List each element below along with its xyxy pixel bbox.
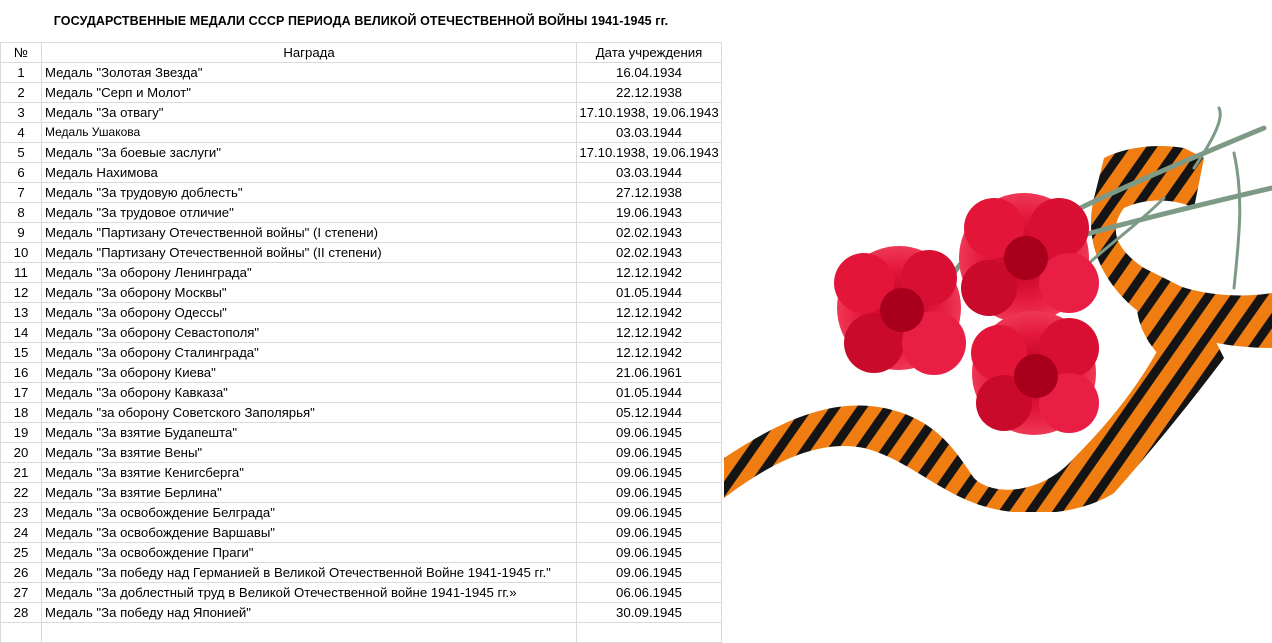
row-award: Медаль "За оборону Киева" [42, 363, 577, 383]
carnation-flowers [834, 193, 1099, 435]
row-date: 06.06.1945 [577, 583, 722, 603]
table-row [1, 163, 722, 183]
row-date: 12.12.1942 [577, 323, 722, 343]
row-num: 19 [1, 423, 42, 443]
row-date: 09.06.1945 [577, 543, 722, 563]
row-award: Медаль "За победу над Японией" [42, 603, 577, 623]
row-award: Медаль "За взятие Вены" [42, 443, 577, 463]
table-row [1, 583, 722, 603]
row-date: 09.06.1945 [577, 503, 722, 523]
row-date: 27.12.1938 [577, 183, 722, 203]
row-date: 09.06.1945 [577, 563, 722, 583]
row-num: 4 [1, 123, 42, 143]
row-award: Медаль "За освобождение Белграда" [42, 503, 577, 523]
table-row [1, 243, 722, 263]
row-award: Медаль "За оборону Ленинграда" [42, 263, 577, 283]
row-num: 15 [1, 343, 42, 363]
carnations-ribbon-image [724, 98, 1272, 512]
table-row [1, 543, 722, 563]
row-award: Медаль "за оборону Советского Заполярья" [42, 403, 577, 423]
table-row [1, 343, 722, 363]
row-award: Медаль "За оборону Одессы" [42, 303, 577, 323]
row-award: Медаль "За взятие Берлина" [42, 483, 577, 503]
row-award: Медаль "Партизану Отечественной войны" (I степени) [42, 223, 577, 243]
row-num: 11 [1, 263, 42, 283]
table-row [1, 483, 722, 503]
row-date: 16.04.1934 [577, 63, 722, 83]
row-num: 8 [1, 203, 42, 223]
row-date: 19.06.1943 [577, 203, 722, 223]
row-date: 21.06.1961 [577, 363, 722, 383]
table-row [1, 103, 722, 123]
row-date: 09.06.1945 [577, 523, 722, 543]
row-award: Медаль "Серп и Молот" [42, 83, 577, 103]
row-award: Медаль "За оборону Севастополя" [42, 323, 577, 343]
table-row [1, 203, 722, 223]
row-date: 17.10.1938, 19.06.1943 [577, 143, 722, 163]
row-award: Медаль "За оборону Москвы" [42, 283, 577, 303]
row-num: 26 [1, 563, 42, 583]
table-row [1, 303, 722, 323]
row-num: 24 [1, 523, 42, 543]
row-num: 9 [1, 223, 42, 243]
row-num: 13 [1, 303, 42, 323]
table-row [1, 223, 722, 243]
row-num: 21 [1, 463, 42, 483]
row-date: 05.12.1944 [577, 403, 722, 423]
table-row [1, 283, 722, 303]
row-date: 09.06.1945 [577, 463, 722, 483]
row-date: 12.12.1942 [577, 303, 722, 323]
header-num: № [1, 43, 42, 63]
row-num: 7 [1, 183, 42, 203]
row-award: Медаль "За трудовую доблесть" [42, 183, 577, 203]
table-row [1, 183, 722, 203]
row-num: 5 [1, 143, 42, 163]
row-award: Медаль Ушакова [42, 123, 577, 143]
row-date: 09.06.1945 [577, 423, 722, 443]
row-award: Медаль "За взятие Будапешта" [42, 423, 577, 443]
row-award: Медаль "За доблестный труд в Великой Отечественной войне 1941-1945 гг.» [42, 583, 577, 603]
row-award: Медаль "За отвагу" [42, 103, 577, 123]
row-award: Медаль "За взятие Кенигсберга" [42, 463, 577, 483]
row-date: 12.12.1942 [577, 343, 722, 363]
row-date: 02.02.1943 [577, 223, 722, 243]
row-num: 27 [1, 583, 42, 603]
row-award: Медаль "За оборону Сталинграда" [42, 343, 577, 363]
row-date: 22.12.1938 [577, 83, 722, 103]
row-date: 03.03.1944 [577, 123, 722, 143]
row-num: 1 [1, 63, 42, 83]
row-award: Медаль "За освобождение Праги" [42, 543, 577, 563]
table-row [1, 263, 722, 283]
row-num: 3 [1, 103, 42, 123]
medals-table [0, 42, 722, 643]
row-num: 25 [1, 543, 42, 563]
row-date: 09.06.1945 [577, 483, 722, 503]
row-date: 03.03.1944 [577, 163, 722, 183]
row-num: 2 [1, 83, 42, 103]
table-row [1, 503, 722, 523]
row-award: Медаль "За победу над Германией в Великой Отечественной Войне 1941-1945 гг." [42, 563, 577, 583]
row-num: 16 [1, 363, 42, 383]
table-row [1, 443, 722, 463]
row-date: 02.02.1943 [577, 243, 722, 263]
row-award: Медаль "Золотая Звезда" [42, 63, 577, 83]
row-date: 01.05.1944 [577, 283, 722, 303]
row-date: 01.05.1944 [577, 383, 722, 403]
row-num: 6 [1, 163, 42, 183]
row-num: 10 [1, 243, 42, 263]
row-award: Медаль Нахимова [42, 163, 577, 183]
table-row [1, 383, 722, 403]
table-row [1, 563, 722, 583]
row-num: 17 [1, 383, 42, 403]
table-row [1, 83, 722, 103]
row-award: Медаль "За освобождение Варшавы" [42, 523, 577, 543]
row-award: Медаль "Партизану Отечественной войны" (II степени) [42, 243, 577, 263]
row-award: Медаль "За боевые заслуги" [42, 143, 577, 163]
sheet-title: ГОСУДАРСТВЕННЫЕ МЕДАЛИ СССР ПЕРИОДА ВЕЛИКОЙ ОТЕЧЕСТВЕННОЙ ВОЙНЫ 1941-1945 гг. [53, 14, 669, 28]
header-row [1, 43, 722, 63]
row-num: 20 [1, 443, 42, 463]
table-row [1, 463, 722, 483]
row-date: 17.10.1938, 19.06.1943 [577, 103, 722, 123]
carnation-left [834, 246, 966, 375]
carnation-right [959, 193, 1099, 323]
table-row [1, 363, 722, 383]
table-row [1, 143, 722, 163]
carnation-bottom [971, 311, 1099, 435]
row-date: 09.06.1945 [577, 443, 722, 463]
row-num: 28 [1, 603, 42, 623]
table-row [1, 123, 722, 143]
row-date: 30.09.1945 [577, 603, 722, 623]
row-num: 12 [1, 283, 42, 303]
table-row [1, 63, 722, 83]
table-row [1, 403, 722, 423]
row-award: Медаль "За оборону Кавказа" [42, 383, 577, 403]
row-num: 14 [1, 323, 42, 343]
row-num: 23 [1, 503, 42, 523]
table-row [1, 423, 722, 443]
table-row [1, 323, 722, 343]
header-award: Награда [42, 43, 577, 63]
row-award: Медаль "За трудовое отличие" [42, 203, 577, 223]
row-date: 12.12.1942 [577, 263, 722, 283]
table-row [1, 523, 722, 543]
row-num: 18 [1, 403, 42, 423]
row-num: 22 [1, 483, 42, 503]
table-row [1, 603, 722, 623]
header-date: Дата учреждения [577, 43, 722, 63]
